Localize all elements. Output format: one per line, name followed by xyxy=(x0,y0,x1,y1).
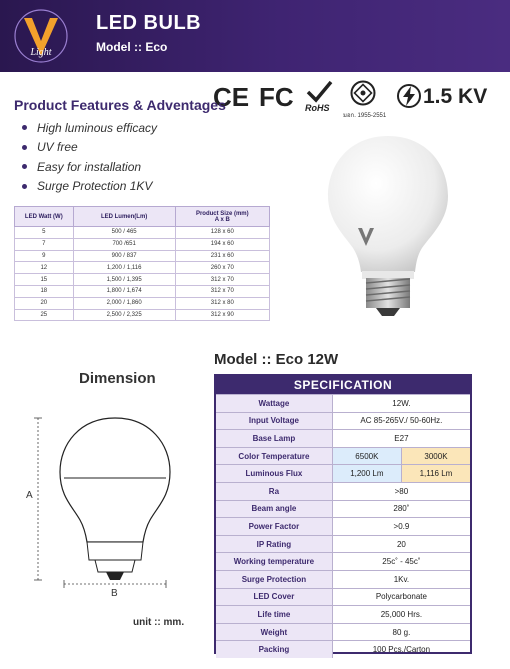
table-row: 5 500 / 465 128 x 60 xyxy=(15,227,270,239)
table-row xyxy=(216,447,470,465)
spec-value: 100 Pcs./Carton xyxy=(372,645,431,655)
led-bulb-photo xyxy=(318,128,458,318)
spec-value xyxy=(333,448,470,465)
spec-label: Wattage xyxy=(216,395,333,412)
bullet-icon xyxy=(22,164,27,169)
bullet-icon xyxy=(22,125,27,130)
spec-value: >0.9 xyxy=(393,521,410,531)
features-list xyxy=(22,118,157,196)
spec-label: Beam angle xyxy=(216,501,333,518)
lightning-surge-icon xyxy=(396,83,422,109)
brand-logo xyxy=(10,8,72,64)
certification-marks xyxy=(213,80,503,120)
spec-label: Power Factor xyxy=(216,518,333,535)
table-row: 25 2,500 / 2,325 312 x 90 xyxy=(15,309,270,321)
spec-label: LED Cover xyxy=(216,589,333,606)
table-row xyxy=(216,588,470,606)
spec-value: Polycarbonate xyxy=(375,592,427,602)
table-row: 20 2,000 / 1,860 312 x 80 xyxy=(15,297,270,309)
tis-standard-number: มอก. 1955-2551 xyxy=(343,113,387,119)
table-row: 15 1,500 / 1,395 312 x 70 xyxy=(15,274,270,286)
spec-value: AC 85-265V./ 50-60Hz. xyxy=(360,416,443,426)
table-header-row xyxy=(15,207,270,227)
spec-label: Ra xyxy=(216,483,333,500)
cool-white-value: 6500K xyxy=(333,448,402,465)
rohs-check-icon xyxy=(305,80,333,104)
spec-value: 20 xyxy=(396,539,406,549)
dimension-label-b: B xyxy=(111,588,118,599)
table-row xyxy=(216,640,470,658)
table-row xyxy=(216,394,470,412)
table-row xyxy=(216,412,470,430)
feature-item: High luminous efficacy xyxy=(22,118,157,138)
table-row xyxy=(216,517,470,535)
dimension-label-a: A xyxy=(26,490,33,501)
table-row: 18 1,800 / 1,674 312 x 70 xyxy=(15,285,270,297)
table-row: 12 1,200 / 1,116 260 x 70 xyxy=(15,262,270,274)
spec-label: Surge Protection xyxy=(216,571,333,588)
spec-value: E27 xyxy=(394,433,409,443)
table-row xyxy=(216,570,470,588)
table-row xyxy=(216,464,470,482)
spec-value: >80 xyxy=(394,486,409,496)
surge-rating: 1.5 KV xyxy=(423,85,488,108)
header-banner xyxy=(0,0,510,72)
spec-label: Working temperature xyxy=(216,553,333,570)
spec-value: 1Kv. xyxy=(393,574,410,584)
table-row xyxy=(216,535,470,553)
spec-value xyxy=(333,465,470,482)
table-row xyxy=(216,623,470,641)
spec-label: Color Temperature xyxy=(216,448,333,465)
table-row xyxy=(216,482,470,500)
fc-mark: FC xyxy=(259,82,294,112)
features-title: Product Features & Adventages xyxy=(14,97,226,113)
specification-table xyxy=(214,374,472,654)
table-row: 9 900 / 837 231 x 60 xyxy=(15,250,270,262)
spec-label: IP Rating xyxy=(216,536,333,553)
spec-value: 12W. xyxy=(392,398,411,408)
tis-standard-icon xyxy=(350,80,376,106)
cool-white-value: 1,200 Lm xyxy=(333,465,402,482)
column-header: Product Size (mm) A x B xyxy=(175,207,269,227)
spec-label: Packing xyxy=(216,641,333,658)
warm-white-value: 1,116 Lm xyxy=(402,465,470,482)
rohs-label: RoHS xyxy=(305,103,330,113)
warm-white-value: 3000K xyxy=(402,448,470,465)
table-row xyxy=(216,429,470,447)
column-header: LED Lumen(Lm) xyxy=(73,207,175,227)
spec-value: 280˚ xyxy=(393,504,410,514)
product-size-table xyxy=(14,206,270,321)
table-row xyxy=(216,500,470,518)
table-row xyxy=(216,605,470,623)
table-row: 7 700 /651 194 x 60 xyxy=(15,238,270,250)
ce-mark: CE xyxy=(213,82,250,112)
product-model: Model :: Eco xyxy=(96,40,168,54)
spec-value: 25,000 Hrs. xyxy=(380,609,423,619)
spec-label: Input Voltage xyxy=(216,413,333,430)
spec-label: Weight xyxy=(216,624,333,641)
feature-item: Surge Protection 1KV xyxy=(22,177,157,197)
unit-label: unit :: mm. xyxy=(133,617,185,628)
specification-heading: SPECIFICATION xyxy=(216,376,470,394)
spec-label: Base Lamp xyxy=(216,430,333,447)
feature-item: Easy for installation xyxy=(22,157,157,177)
logo-wordmark: Light xyxy=(30,47,52,58)
bullet-icon xyxy=(22,184,27,189)
column-header: LED Watt (W) xyxy=(15,207,74,227)
dimension-title: Dimension xyxy=(79,370,156,387)
spec-value: 25c˚ - 45c˚ xyxy=(382,557,421,567)
table-row xyxy=(216,552,470,570)
spec-label: Life time xyxy=(216,606,333,623)
bullet-icon xyxy=(22,145,27,150)
spec-value: 80 g. xyxy=(392,627,411,637)
model-title: Model :: Eco 12W xyxy=(214,351,339,368)
dimension-diagram xyxy=(20,410,210,610)
spec-label: Luminous Flux xyxy=(216,465,333,482)
product-title: LED BULB xyxy=(96,12,202,34)
feature-item: UV free xyxy=(22,138,157,158)
